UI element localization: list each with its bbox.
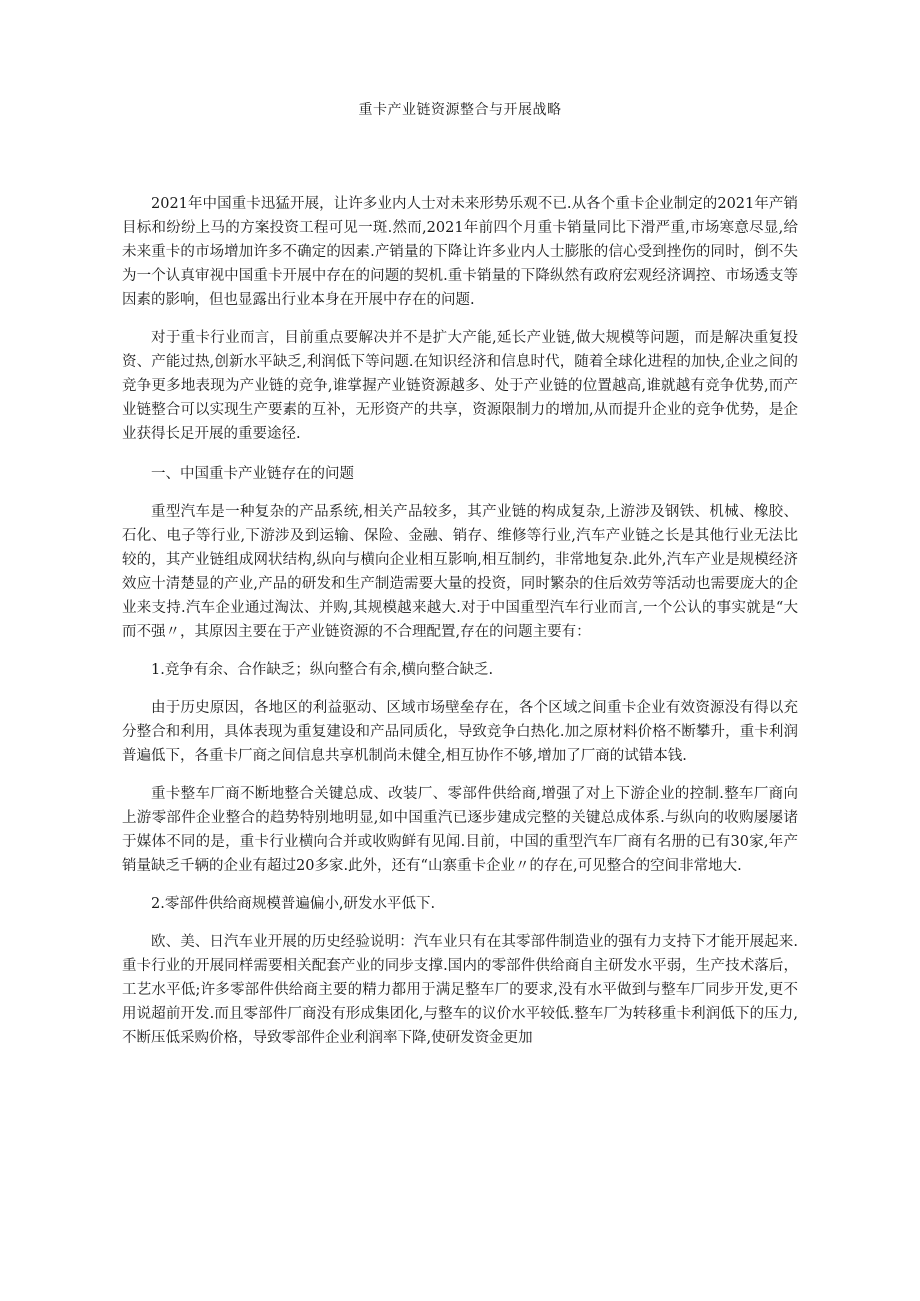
paragraph-historical-reasons: 由于历史原因，各地区的利益驱动、区域市场壁垒存在，各个区域之间重卡企业有效资源没有得以充分整合和利用，具体表现为重复建设和产品同质化，导致竞争白热化.加之原材料价格不断攀升，重卡利润普遍低下，各重卡厂商之间信息共享机制尚未健全,相互协作不够,增加了厂商的试错本钱. xyxy=(122,700,798,764)
subheading-suppliers: 2.零部件供给商规模普遍偏小,研发水平低下. xyxy=(151,896,436,912)
section-heading-problems: 一、中国重卡产业链存在的问题 xyxy=(151,466,354,482)
paragraph-parts-suppliers: 欧、美、日汽车业开展的历史经验说明：汽车业只有在其零部件制造业的强有力支持下才能开展起来.重卡行业的开展同样需要相关配套产业的同步支撑.国内的零部件供给商自主研发水平弱，生产技术落后，工艺水平低;许多零部件供给商主要的精力都用于满足整车厂的要求,没有水平做到与整车厂同步开发,更不用说超前开发.而且零部件厂商没有形成集团化,与整车的议价水平较低.整车厂为转移重卡利润低下的压力,不断压低采购价格，导致零部件企业利润率下降,使研发资金更加 xyxy=(122,934,798,1046)
document-title: 重卡产业链资源整合与开展战略 xyxy=(358,102,562,118)
paragraph-industry-focus: 对于重卡行业而言，目前重点要解决并不是扩大产能,延长产业链,做大规模等问题，而是解决重复投资、产能过热,创新水平缺乏,利润低下等问题.在知识经济和信息时代，随着全球化进程的加快,企业之间的竞争更多地表现为产业链的竞争,谁掌握产业链资源越多、处于产业链的位置越高,谁就越有竞争优势,而产业链整合可以实现生产要素的互补，无形资产的共享，资源限制力的增加,从而提升企业的竞争优势，是企业获得长足开展的重要途径. xyxy=(122,330,798,442)
subheading-competition: 1.竞争有余、合作缺乏；纵向整合有余,横向整合缺乏. xyxy=(151,662,494,678)
document-body xyxy=(122,192,798,1050)
paragraph-heavy-vehicle-system: 重型汽车是一种复杂的产品系统,相关产品较多，其产业链的构成复杂,上游涉及钢铁、机械、橡胶、石化、电子等行业,下游涉及到运输、保险、金融、销存、维修等行业,汽车产业链之长是其他行业无法比较的，其产业链组成网状结构,纵向与横向企业相互影响,相互制约，非常地复杂.此外,汽车产业是规模经济效应十清楚显的产业,产品的研发和生产制造需要大量的投资，同时繁杂的住后效劳等活动也需要庞大的企业来支持.汽车企业通过淘汰、并购,其规模越来越大.对于中国重型汽车行业而言,一个公认的事实就是“大而不强〃，其原因主要在于产业链资源的不合理配置,存在的问题主要有： xyxy=(122,504,798,640)
paragraph-vertical-integration: 重卡整车厂商不断地整合关键总成、改装厂、零部件供给商,增强了对上下游企业的控制.整车厂商向上游零部件企业整合的趋势特别地明显,如中国重汽已逐步建成完整的关键总成体系.与纵向的收购屡屡诸于媒体不同的是，重卡行业横向合并或收购鲜有见闻.目前，中国的重型汽车厂商有名册的已有30家,年产销量缺乏千辆的企业有超过20多家.此外，还有“山寨重卡企业〃的存在,可见整合的空间非常地大. xyxy=(122,786,798,874)
paragraph-intro: 2021年中国重卡迅猛开展，让许多业内人士对未来形势乐观不已.从各个重卡企业制定的2021年产销目标和纷纷上马的方案投资工程可见一斑.然而,2021年前四个月重卡销量同比下滑严重,市场寒意尽显,给未来重卡的市场增加许多不确定的因素.产销量的下降让许多业内人士膨胀的信心受到挫伤的同时，倒不失为一个认真审视中国重卡开展中存在的问题的契机.重卡销量的下降纵然有政府宏观经济调控、市场透支等因素的影响，但也显露出行业本身在开展中存在的问题. xyxy=(122,196,798,308)
